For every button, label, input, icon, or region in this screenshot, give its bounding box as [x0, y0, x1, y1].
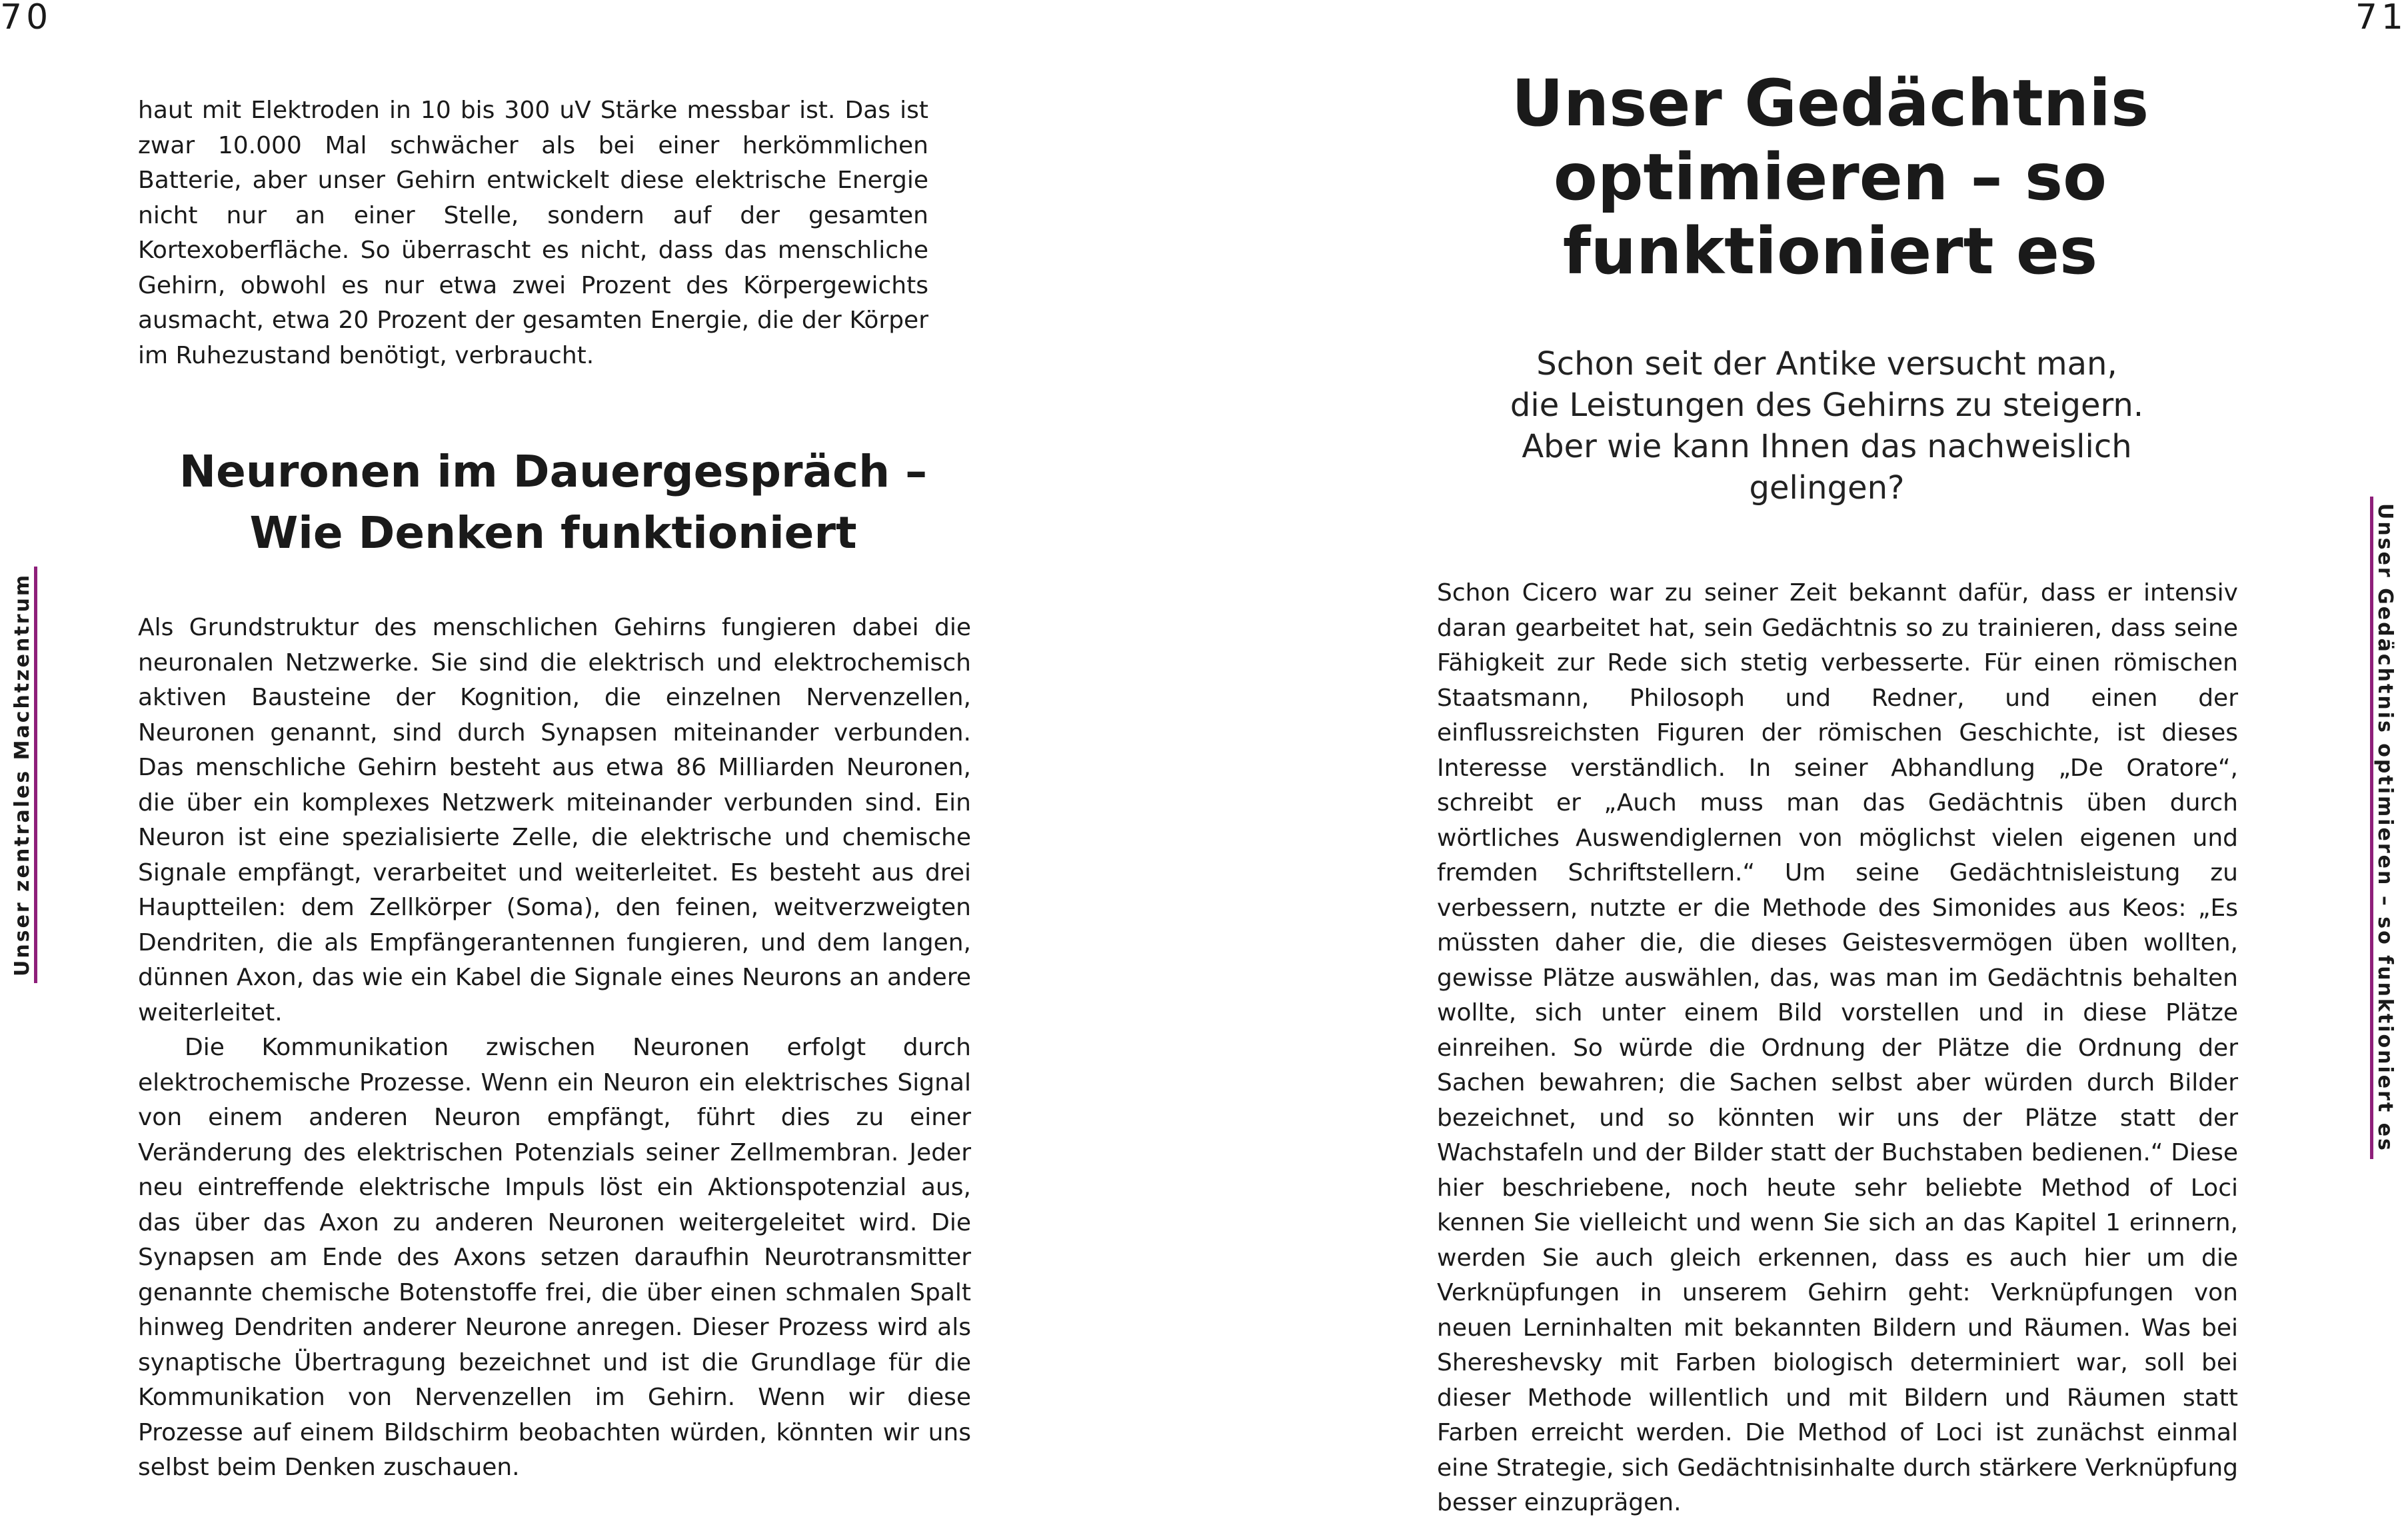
- subheading-line-2: Wie Denken funktioniert: [249, 507, 857, 559]
- chapter-side-tab: Unser Gedächtnis optimieren – so funktioniert es: [2370, 497, 2397, 1159]
- lead-text: [1507, 343, 2147, 509]
- body-paragraph-2: Die Kommunikation zwischen Neuronen erfolgt durch elektrochemische Prozesse. Wenn ein Neuron ein elektrisches Signal von einem anderen Neuron empfängt, führt dies zu einer Veränderung des elektrischen Potenzials seiner Zellmembran. Jeder neu eintreffende elektrische Impuls löst ein Aktionspotenzial aus, das über das Axon zu anderen Neuronen weitergeleitet wird. Die Synapsen am Ende des Axons setzen daraufhin Neurotransmitter genannte chemische Botenstoffe frei, die über einen schmalen Spalt hinweg Dendriten anderer Neurone anregen. Dieser Prozess wird als synaptische Übertragung bezeichnet und ist die Grundlage für die Kommunikation von Nervenzellen im Gehirn. Wenn wir diese Prozesse auf einem Bildschirm beobachten würden, könnten wir uns selbst beim Denken zuschauen.: [138, 1034, 971, 1481]
- lead-line-3: Aber wie kann Ihnen das nachweislich: [1522, 428, 2132, 465]
- lead-line-2: die Leistungen des Gehirns zu steigern.: [1510, 387, 2144, 424]
- body-text: [138, 611, 971, 1486]
- title-line-2: optimieren – so: [1553, 140, 2107, 215]
- right-page: [1204, 0, 2407, 1516]
- body-paragraph-1: Schon Cicero war zu seiner Zeit bekannt dafür, dass er intensiv daran gearbeitet hat, sein Gedächtnis so zu trainieren, dass seine Fähigkeit zur Rede sich stetig verbesserte. Für einen römischen Staatsmann, Philosoph und Redner, und einen der einflussreichsten Figuren der römischen Geschichte, ist dieses Interesse verständlich. In seiner Abhandlung „De Oratore“, schreibt er „Auch muss man das Gedächtnis üben durch wörtliches Auswendiglernen von möglichst vielen eigenen und fremden Schriftstellern.“ Um seine Gedächtnisleistung zu verbessern, nutzte er die Methode des Simonides aus Keos: „Es müssten daher die, die dieses Geistesvermögen üben wollten, gewisse Plätze auswählen, das, was man im Gedächtnis behalten wollte, sich unter einem Bild vorstellen und in diese Plätze einreihen. So würde die Ordnung der Plätze die Ordnung der Sachen bewahren; die Sachen selbst aber würden durch Bilder bezeichnet, und so könnten wir uns der Plätze statt der Wachstafeln und der Bilder statt der Buchstaben bedienen.“ Diese hier beschriebene, noch heute sehr beliebte Method of Loci kennen Sie vielleicht und wenn Sie sich an das Kapitel 1 erinnern, werden Sie auch gleich erkennen, dass es auch hier um die Verknüpfungen in unserem Gehirn geht: Verknüpfungen von neuen Lerninhalten mit bekannten Bildern und Räumen. Was bei Shereshevsky mit Farben biologisch determiniert war, soll bei dieser Methode willentlich und mit Bildern und Räumen statt Farben erreicht werden. Die Method of Loci ist zunächst einmal eine Strategie, sich Gedächtnisinhalte durch stärkere Verknüpfung besser einzuprägen.: [1437, 579, 2238, 1516]
- chapter-side-tab: Unser zentrales Machtzentrum: [11, 567, 37, 983]
- subheading-line-1: Neuronen im Dauergespräch –: [179, 446, 928, 497]
- intro-text: [138, 93, 928, 373]
- page-number: 71: [2355, 0, 2407, 37]
- lead-line-1: Schon seit der Antike versucht man,: [1536, 345, 2117, 383]
- body-paragraph-1: Als Grundstruktur des menschlichen Gehirns fungieren dabei die neuronalen Netzwerke. Sie sind die elektrisch und elektrochemisch aktiven Bausteine der Kognition, die einzelnen Nervenzellen, Neuronen genannt, sind durch Synapsen miteinander verbunden. Das menschliche Gehirn besteht aus etwa 86 Milliarden Neuronen, die über ein komplexes Netzwerk miteinander verbunden sind. Ein Neuron ist eine spezialisierte Zelle, die elektrische und chemische Signale empfängt, verarbeitet und weiterleitet. Es besteht aus drei Hauptteilen: dem Zellkörper (Soma), den feinen, weitverzweigten Dendriten, die als Empfängerantennen fungieren, und dem langen, dünnen Axon, das wie ein Kabel die Signale eines Neurons an andere weiterleitet.: [138, 614, 971, 1026]
- title-line-3: funktioniert es: [1562, 214, 2098, 289]
- body-text: [1437, 576, 2238, 1521]
- intro-paragraph: haut mit Elektroden in 10 bis 300 uV Stärke messbar ist. Das ist zwar 10.000 Mal schwächer als bei einer herkömmlichen Batterie, aber unser Gehirn entwickelt diese elektrische Energie nicht nur an einer Stelle, sondern auf der gesamten Kortexoberfläche. So überrascht es nicht, dass das menschliche Gehirn, obwohl es nur etwa zwei Prozent des Körpergewichts ausmacht, etwa 20 Prozent der gesamten Energie, die der Körper im Ruhezustand benötigt, verbraucht.: [138, 97, 928, 369]
- section-subheading: [167, 441, 940, 564]
- left-page: [0, 0, 1204, 1481]
- chapter-title: [1497, 67, 2163, 289]
- title-line-1: Unser Gedächtnis: [1511, 66, 2149, 141]
- page-number: 70: [0, 0, 53, 37]
- lead-line-4: gelingen?: [1749, 469, 1905, 507]
